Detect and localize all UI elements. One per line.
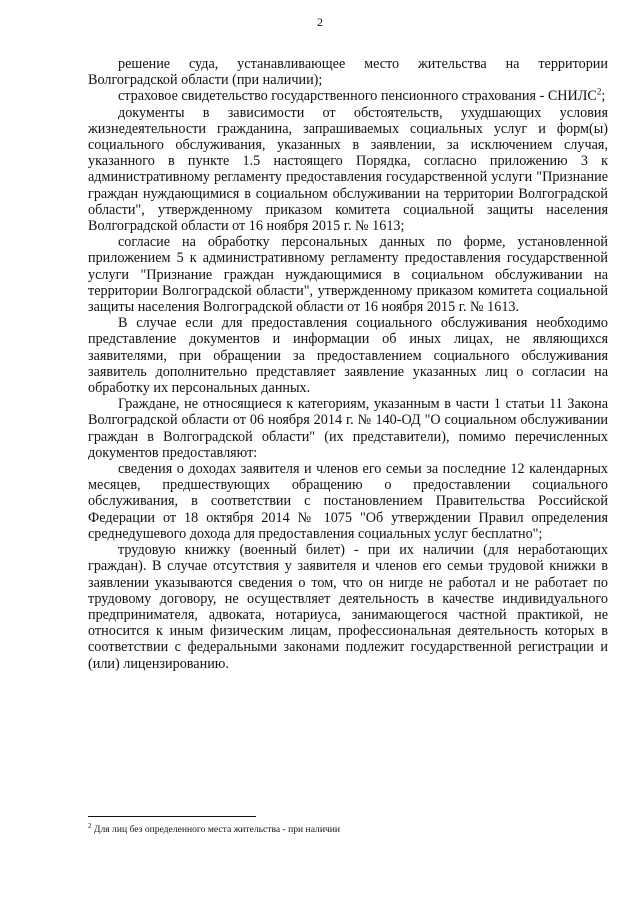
paragraph-income-info: сведения о доходах заявителя и членов его семьи за последние 12 календарных месяцев, предшествующих обращению о предоставлении социального обслуживания, в соответствии с постановлением Правительства Российской Федерации от 18 октября 2014 № 1075 "Об утверждении Правил определения среднедушевого дохода для предоставления социальных услуг бесплатно"; (88, 461, 608, 542)
footnote (88, 821, 608, 836)
paragraph-court-decision: решение суда, устанавливающее место жительства на территории Волгоградской области (при наличии); (88, 56, 608, 89)
footnote-number: 2 (88, 821, 92, 830)
paragraph-snils-text: страховое свидетельство государственного пенсионного страхования - СНИЛС (118, 88, 597, 105)
paragraph-other-persons: В случае если для предоставления социального обслуживания необходимо представление документов и информации об иных лицах, не являющихся заявителями, при обращении за предоставлением социального обслуживания заявитель дополнительно представляет заявление указанных лиц о согласии на обработку их персональных данных. (88, 315, 608, 397)
paragraph-other-categories: Граждане, не относящиеся к категориям, указанным в части 1 статьи 11 Закона Волгоградской области от 06 ноября 2014 г. № 140-ОД "О социальном обслуживании граждан в Волгоградской области" (их представители), помимо перечисленных документов предоставляют: (88, 396, 608, 461)
footnote-text: Для лиц без определенного места жительства - при наличии (93, 824, 341, 835)
footnote-separator (88, 816, 256, 817)
paragraph-snils (88, 88, 608, 104)
page-number: 2 (317, 15, 323, 29)
paragraph-snils-punctuation: ; (601, 88, 606, 105)
footnote-reference: 2 (596, 86, 602, 97)
paragraph-data-consent: согласие на обработку персональных данных по форме, установленной приложением 5 к административному регламенту предоставления государственной услуги "Признание граждан нуждающимися в социальном обслуживании на территории Волгоградской области", утвержденному приказом комитета социальной защиты населения Волгоградской области от 16 ноября 2015 г. № 1613. (88, 234, 608, 316)
paragraph-work-book: трудовую книжку (военный билет) - при их наличии (для неработающих граждан). В случае отсутствия у заявителя и членов его семьи трудовой книжки в заявлении указываются сведения о том, что он нигде не работал и не работает по трудовому договору, не осуществляет деятельность в качестве индивидуального предпринимателя, адвоката, нотариуса, занимающегося частной практикой, не относится к иным физическим лицам, профессиональная деятельность которых в соответствии с федеральными законами подлежит государственной регистрации и (или) лицензированию. (88, 542, 608, 672)
document-body (88, 56, 608, 672)
paragraph-circumstance-documents: документы в зависимости от обстоятельств, ухудшающих условия жизнедеятельности гражданина, запрашиваемых социальных услуг и форм(ы) социального обслуживания, указанных в заявлении, за исключением случая, указанного в пункте 1.5 настоящего Порядка, согласно приложению 3 к административному регламенту предоставления государственной услуги "Признание граждан нуждающимися в социальном обслуживании на территории Волгоградской области", утвержденному приказом комитета социальной защиты населения Волгоградской области от 16 ноября 2015 г. № 1613; (88, 104, 608, 235)
